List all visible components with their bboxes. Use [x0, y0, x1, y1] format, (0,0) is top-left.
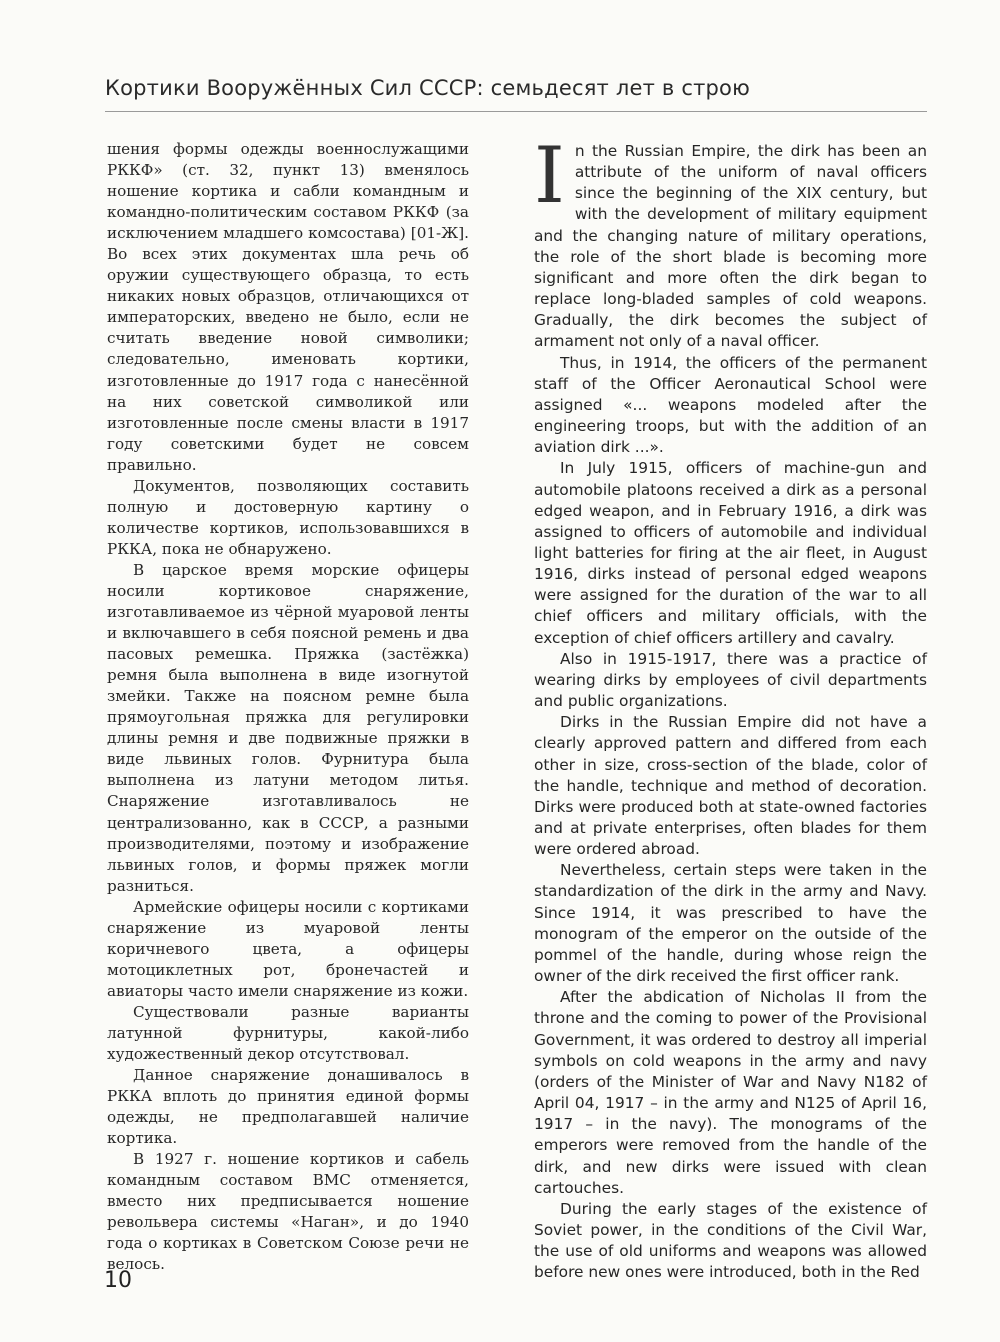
- paragraph: Dirks in the Russian Empire did not have a clearly approved pattern and differed from each other in size, cross-section of the blade, color of the handle, technique and method of decoration. Dirks were produced both at state-owned factories and at private enterprises, often blades for them were ordered abroad.: [534, 713, 927, 859]
- paragraph: During the early stages of the existence of Soviet power, in the conditions of the Civil War, the use of old uniforms and weapons was allowed before new ones were introduced, both in the Red: [534, 1199, 927, 1282]
- english-text-column: [534, 131, 927, 1283]
- paragraph: Nevertheless, certain steps were taken in the standardization of the dirk in the army and Navy. Since 1914, it was prescribed to have the monogram of the emperor on the outside of the pommel of the handle, during whose reign the owner of the dirk received the first officer rank.: [534, 861, 927, 986]
- drop-cap: I: [534, 131, 565, 221]
- paragraph: Thus, in 1914, the officers of the permanent staff of the Officer Aeronautical School were assigned «... weapons modeled after the engineering troops, but with the addition of an aviation dirk ...».: [534, 353, 927, 457]
- russian-text-column: [107, 139, 469, 1276]
- paragraph: шения формы одежды военнослужащими РККФ» (ст. 32, пункт 13) вменялось ношение кортика и сабли командным и командно-политическим составом РККФ (за исключением младшего комсостава) [01-Ж]. Во всех этих документах шла речь об оружии существующего образца, то есть никаких новых образцов, отличающихся от императорских, введено не было, если не считать введение новой символики; следовательно, именовать кортики, изготовленные до 1917 года с нанесённой на них советской символикой или изготовленные после смены власти в 1917 году советскими будет не совсем правильно.: [107, 140, 469, 474]
- paragraph: Also in 1915-1917, there was a practice of wearing dirks by employees of civil departments and public organizations.: [534, 649, 927, 711]
- running-header: Кортики Вооружённых Сил СССР: семьдесят лет в строю: [105, 76, 750, 100]
- paragraph: Существовали разные варианты латунной фурнитуры, какой-либо художественный декор отсутствовал.: [107, 1002, 469, 1064]
- paragraph: After the abdication of Nicholas II from the throne and the coming to power of the Provisional Government, it was ordered to destroy all imperial symbols on cold weapons in the army and navy (orders of the Minister of War and Navy N182 of April 04, 1917 – in the army and N125 of April 16, 1917 – in the navy). The monograms of the emperors were removed from the handle of the dirk, and new dirks were issued with clean cartouches.: [534, 988, 927, 1197]
- opening-paragraph-text: n the Russian Empire, the dirk has been an attribute of the uniform of naval officers since the beginning of the XIX century, but with the development of military equipment and the changing nature of military operations, the role of the short blade is becoming more significant and more often the dirk began to replace long-bladed samples of cold weapons. Gradually, the dirk becomes the subject of armament not only of a naval officer.: [534, 142, 927, 351]
- paragraph: Документов, позволяющих составить полную и достоверную картину о количестве кортиков, использовавшихся в РККА, пока не обнаружено.: [107, 476, 469, 558]
- page-number: 10: [104, 1268, 132, 1293]
- paragraph: В царское время морские офицеры носили кортиковое снаряжение, изготавливаемое из чёрной муаровой ленты и включавшего в себя поясной ремень и два пасовых ремешка. Пряжка (застёжка) ремня была выполнена в виде изогнутой змейки. Также на поясном ремне была прямоугольная пряжка для регулировки длины ремня и две подвижные пряжки в виде львиных голов. Фурнитура была выполнена из латуни методом литья. Снаряжение изготавливалось не централизованно, как в СССР, а разными производителями, поэтому и изображение львиных голов, и формы пряжек могли разниться.: [107, 560, 469, 895]
- paragraph: Данное снаряжение донашивалось в РККА вплоть до принятия единой формы одежды, не предполагавшей наличие кортика.: [107, 1066, 469, 1148]
- paragraph: In July 1915, officers of machine-gun and automobile platoons received a dirk as a personal edged weapon, and in February 1916, a dirk was assigned to officers of automobile and individual light batteries for firing at the air fleet, in August 1916, dirks instead of personal edged weapons were assigned for the duration of the war to all chief officers and military officials, with the exception of chief officers artillery and cavalry.: [534, 459, 927, 647]
- paragraph: Армейские офицеры носили с кортиками снаряжение из муаровой ленты коричневого цвета, а офицеры мотоциклетных рот, бронечастей и авиаторы часто имели снаряжение из кожи.: [107, 897, 469, 1000]
- header-divider: [105, 111, 927, 112]
- opening-paragraph: [534, 131, 927, 353]
- paragraph: В 1927 г. ношение кортиков и сабель командным составом ВМС отменяется, вместо них предписывается ношение револьвера системы «Наган», и до 1940 года о кортиках в Советском Союзе речи не велось.: [107, 1150, 469, 1274]
